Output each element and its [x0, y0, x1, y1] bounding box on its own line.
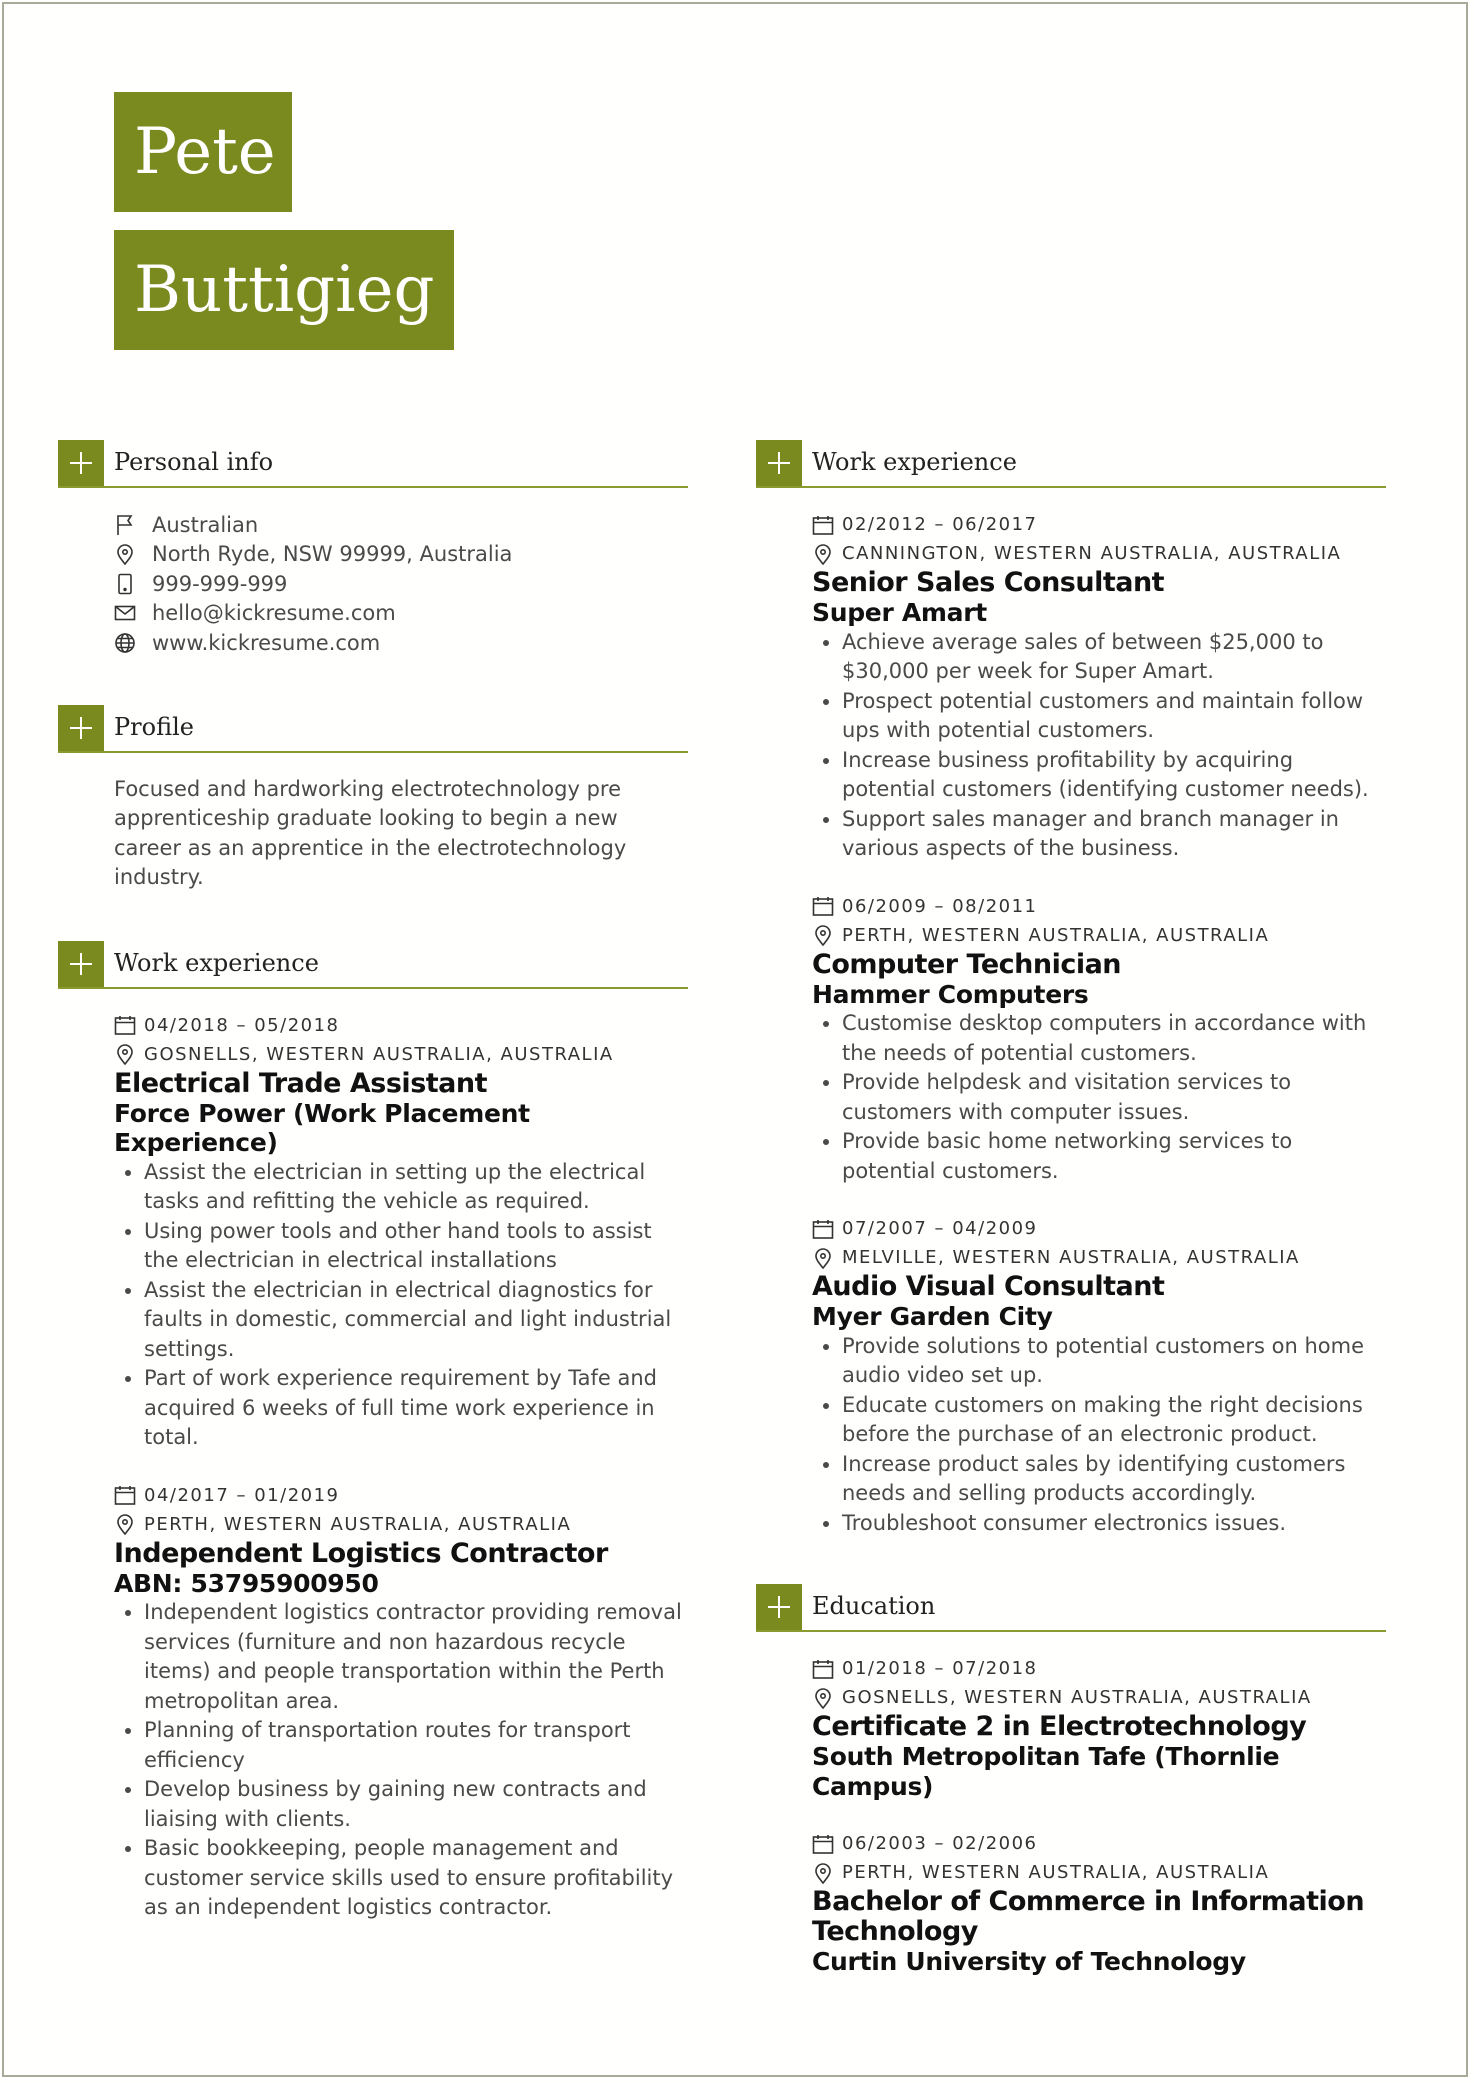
education-location: GOSNELLS, WESTERN AUSTRALIA, AUSTRALIA	[812, 1683, 1386, 1712]
calendar-icon	[812, 1658, 834, 1680]
bullet-item: • Part of work experience requirement by Tafe and acquired 6 weeks of full time work experience in total.	[144, 1364, 688, 1453]
section-title: Work experience	[114, 948, 319, 977]
job-location: PERTH, WESTERN AUSTRALIA, AUSTRALIA	[114, 1510, 688, 1539]
flag-icon	[114, 514, 136, 536]
job-dates: 06/2009 – 08/2011	[812, 892, 1386, 921]
education-dates: 01/2018 – 07/2018	[812, 1654, 1386, 1683]
bullet-item: • Achieve average sales of between $25,000 to $30,000 per week for Super Amart.	[842, 628, 1386, 687]
plus-icon	[756, 1584, 802, 1630]
job-bullets	[812, 628, 1386, 864]
job-bullets	[114, 1598, 688, 1923]
job-entry	[812, 892, 1386, 1187]
job-entry	[812, 1214, 1386, 1538]
work-experience-section-right	[756, 440, 1386, 1538]
first-name-box	[114, 92, 292, 212]
section-title: Work experience	[812, 448, 1017, 476]
section-header	[756, 1584, 1386, 1632]
work-experience-section-left	[58, 941, 688, 1923]
calendar-icon	[114, 1014, 136, 1036]
job-entry	[114, 1481, 688, 1923]
location-pin-icon	[114, 1513, 136, 1535]
last-name: Buttigieg	[134, 253, 435, 327]
location-pin-icon	[812, 924, 834, 946]
bullet-item: • Prospect potential customers and maintain follow ups with potential customers.	[842, 687, 1386, 746]
bullet-item: • Educate customers on making the right decisions before the purchase of an electronic product.	[842, 1391, 1386, 1450]
job-dates: 07/2007 – 04/2009	[812, 1214, 1386, 1243]
bullet-item: • Assist the electrician in setting up the electrical tasks and refitting the vehicle as required.	[144, 1158, 688, 1217]
job-location: GOSNELLS, WESTERN AUSTRALIA, AUSTRALIA	[114, 1040, 688, 1069]
job-company: Force Power (Work Placement Experience)	[114, 1098, 530, 1157]
bullet-item: • Basic bookkeeping, people management and customer service skills used to ensure profitability as an independent logistics contractor.	[144, 1834, 688, 1923]
location-pin-icon	[812, 1687, 834, 1709]
bullet-item: • Troubleshoot consumer electronics issues.	[842, 1509, 1386, 1539]
job-entry	[812, 510, 1386, 864]
plus-icon	[58, 440, 104, 486]
info-address: North Ryde, NSW 99999, Australia	[114, 540, 688, 570]
degree-title: Certificate 2 in Electrotechnology	[812, 1711, 1307, 1742]
envelope-icon	[114, 602, 136, 624]
bullet-item: • Assist the electrician in electrical diagnostics for faults in domestic, commercial and light industrial settings.	[144, 1276, 688, 1365]
bullet-item: • Increase business profitability by acquiring potential customers (identifying customer needs).	[842, 746, 1386, 805]
info-website: www.kickresume.com	[114, 628, 688, 658]
education-dates: 06/2003 – 02/2006	[812, 1829, 1386, 1858]
job-title: Electrical Trade Assistant	[114, 1067, 488, 1099]
school-name: South Metropolitan Tafe (Thornlie Campus)	[812, 1742, 1280, 1801]
job-company: ABN: 53795900950	[114, 1568, 379, 1598]
bullet-item: • Customise desktop computers in accordance with the needs of potential customers.	[842, 1009, 1386, 1068]
bullet-item: • Using power tools and other hand tools to assist the electrician in electrical installations	[144, 1217, 688, 1276]
last-name-box	[114, 230, 454, 350]
personal-info-section	[58, 440, 688, 658]
education-section	[756, 1584, 1386, 1977]
section-title: Profile	[114, 712, 194, 741]
section-header	[58, 705, 688, 753]
section-title: Education	[812, 1592, 936, 1620]
job-location: CANNINGTON, WESTERN AUSTRALIA, AUSTRALIA	[812, 539, 1386, 568]
location-pin-icon	[812, 1862, 834, 1884]
bullet-item: • Planning of transportation routes for transport efficiency	[144, 1716, 688, 1775]
plus-icon	[58, 705, 104, 751]
calendar-icon	[114, 1484, 136, 1506]
education-entry	[812, 1654, 1386, 1801]
calendar-icon	[812, 1218, 834, 1240]
bullet-item: • Provide basic home networking services to potential customers.	[842, 1127, 1386, 1186]
bullet-item: • Increase product sales by identifying customers needs and selling products accordingly.	[842, 1450, 1386, 1509]
globe-icon	[114, 632, 136, 654]
info-nationality: Australian	[114, 510, 688, 540]
calendar-icon	[812, 1833, 834, 1855]
job-title: Independent Logistics Contractor	[114, 1537, 608, 1569]
bullet-item: • Provide helpdesk and visitation services to customers with computer issues.	[842, 1068, 1386, 1127]
location-pin-icon	[114, 543, 136, 565]
job-company: Super Amart	[812, 598, 987, 627]
job-dates: 04/2017 – 01/2019	[114, 1481, 688, 1510]
job-company: Myer Garden City	[812, 1302, 1053, 1331]
section-header	[58, 941, 688, 989]
education-location: PERTH, WESTERN AUSTRALIA, AUSTRALIA	[812, 1858, 1386, 1887]
calendar-icon	[812, 514, 834, 536]
degree-title: Bachelor of Commerce in Information Technology	[812, 1886, 1365, 1947]
calendar-icon	[812, 895, 834, 917]
left-column	[58, 440, 688, 1951]
section-title: Personal info	[114, 448, 274, 476]
section-header	[756, 440, 1386, 488]
job-location: PERTH, WESTERN AUSTRALIA, AUSTRALIA	[812, 921, 1386, 950]
job-location: MELVILLE, WESTERN AUSTRALIA, AUSTRALIA	[812, 1243, 1386, 1272]
location-pin-icon	[812, 1247, 834, 1269]
job-title: Senior Sales Consultant	[812, 567, 1165, 598]
location-pin-icon	[812, 543, 834, 565]
bullet-item: • Develop business by gaining new contracts and liaising with clients.	[144, 1775, 688, 1834]
bullet-item: • Provide solutions to potential customers on home audio video set up.	[842, 1332, 1386, 1391]
first-name: Pete	[134, 115, 276, 189]
plus-icon	[756, 440, 802, 486]
job-title: Computer Technician	[812, 948, 1122, 980]
job-company: Hammer Computers	[812, 979, 1089, 1009]
phone-icon	[114, 573, 136, 595]
section-header	[58, 440, 688, 488]
bullet-item: • Support sales manager and branch manager in various aspects of the business.	[842, 805, 1386, 864]
job-title: Audio Visual Consultant	[812, 1271, 1165, 1302]
profile-text: Focused and hardworking electrotechnology pre apprenticeship graduate looking to begin a new career as an apprentice in the electrotechnology industry.	[114, 776, 627, 889]
location-pin-icon	[114, 1043, 136, 1065]
right-column	[756, 440, 1386, 2005]
job-bullets	[812, 1332, 1386, 1539]
job-bullets	[812, 1009, 1386, 1186]
info-email: hello@kickresume.com	[114, 599, 688, 629]
job-bullets	[114, 1158, 688, 1453]
job-dates: 02/2012 – 06/2017	[812, 510, 1386, 539]
job-entry	[114, 1011, 688, 1453]
plus-icon	[58, 941, 104, 987]
profile-section	[58, 705, 688, 893]
education-entry	[812, 1829, 1386, 1977]
job-dates: 04/2018 – 05/2018	[114, 1011, 688, 1040]
info-phone: 999-999-999	[114, 569, 688, 599]
school-name: Curtin University of Technology	[812, 1947, 1246, 1976]
bullet-item: • Independent logistics contractor providing removal services (furniture and non hazardous recycle items) and people transportation within the Perth metropolitan area.	[144, 1598, 688, 1716]
